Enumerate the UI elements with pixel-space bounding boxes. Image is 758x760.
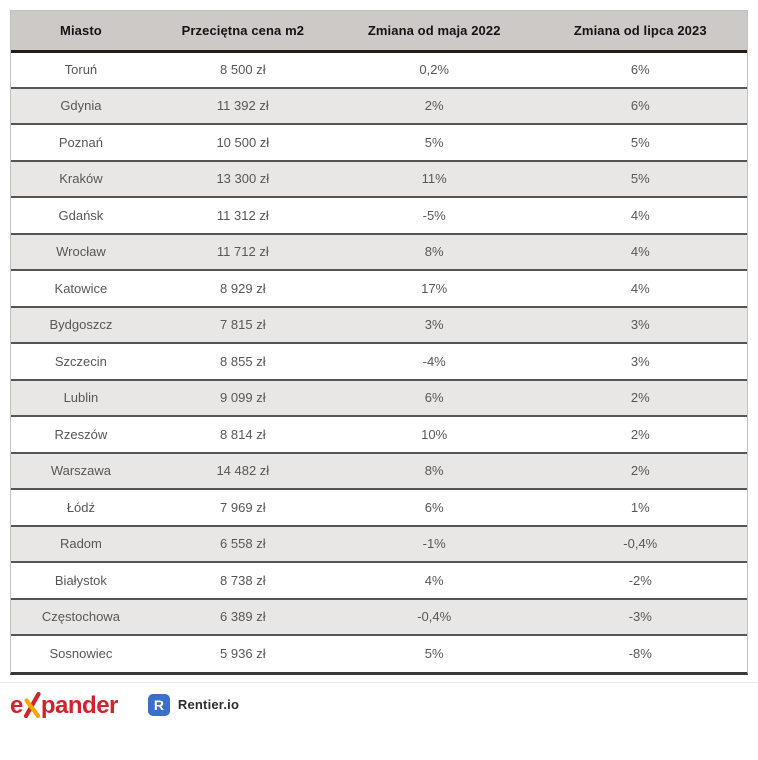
table-row [11, 416, 747, 453]
table-row [11, 599, 747, 636]
price-table [11, 11, 747, 672]
change-2022-cell: 17% [335, 270, 534, 307]
footer [0, 683, 758, 718]
city-cell: Bydgoszcz [11, 307, 151, 344]
table-row [11, 526, 747, 563]
change-2023-cell: 3% [534, 307, 747, 344]
city-cell: Radom [11, 526, 151, 563]
city-cell: Rzeszów [11, 416, 151, 453]
price-cell: 8 738 zł [151, 562, 335, 599]
change-2023-cell: 4% [534, 270, 747, 307]
price-cell: 8 929 zł [151, 270, 335, 307]
price-table-card [10, 10, 748, 675]
change-2022-cell: 4% [335, 562, 534, 599]
change-2023-cell: 2% [534, 453, 747, 490]
change-2023-cell: 4% [534, 197, 747, 234]
price-cell: 7 815 zł [151, 307, 335, 344]
change-2023-cell: 6% [534, 88, 747, 125]
change-2023-cell: -8% [534, 635, 747, 672]
change-2022-cell: 6% [335, 489, 534, 526]
change-2022-cell: 8% [335, 234, 534, 271]
table-row [11, 489, 747, 526]
change-2023-cell: 2% [534, 380, 747, 417]
change-2023-cell: -2% [534, 562, 747, 599]
table-row [11, 307, 747, 344]
rentier-r-icon: R [148, 694, 170, 716]
column-header-zmiana-2022: Zmiana od maja 2022 [335, 11, 534, 51]
change-2022-cell: -1% [335, 526, 534, 563]
change-2023-cell: 5% [534, 161, 747, 198]
city-cell: Kraków [11, 161, 151, 198]
city-cell: Łódź [11, 489, 151, 526]
city-cell: Lublin [11, 380, 151, 417]
price-cell: 6 389 zł [151, 599, 335, 636]
table-header [11, 11, 747, 51]
table-row [11, 635, 747, 672]
price-cell: 10 500 zł [151, 124, 335, 161]
change-2023-cell: 1% [534, 489, 747, 526]
change-2023-cell: 6% [630, 62, 650, 77]
table-row [11, 124, 747, 161]
column-header-zmiana-2023: Zmiana od lipca 2023 [534, 11, 747, 51]
price-cell: 8 814 zł [151, 416, 335, 453]
table-row [11, 270, 747, 307]
table-row [11, 234, 747, 271]
price-cell: 11 312 zł [151, 197, 335, 234]
rentier-logo-label: Rentier.io [177, 697, 240, 712]
change-2023-cell: 2% [534, 416, 747, 453]
change-2022-cell: 5% [335, 635, 534, 672]
change-2022-cell: 5% [335, 124, 534, 161]
expander-logo [10, 692, 118, 718]
change-2022-cell: -5% [335, 197, 534, 234]
city-cell: Sosnowiec [11, 635, 151, 672]
city-cell: Katowice [11, 270, 151, 307]
price-cell: 6 558 zł [151, 526, 335, 563]
change-2022-cell: -0,4% [335, 599, 534, 636]
expander-logo-e: e [10, 691, 23, 719]
change-2022-cell: 10% [335, 416, 534, 453]
expander-x-icon [22, 692, 42, 718]
price-cell: 11 712 zł [151, 234, 335, 271]
change-2023-cell: 3% [534, 343, 747, 380]
price-cell: 9 099 zł [151, 380, 335, 417]
change-2022-cell: 8% [335, 453, 534, 490]
table-row [11, 197, 747, 234]
change-2022-cell: 11% [335, 161, 534, 198]
price-cell: 7 969 zł [151, 489, 335, 526]
city-cell: Poznań [11, 124, 151, 161]
change-2022-cell: 0,2% [419, 62, 449, 77]
price-cell: 11 392 zł [151, 88, 335, 125]
price-cell: 8 855 zł [151, 343, 335, 380]
column-header-miasto: Miasto [11, 11, 151, 51]
change-2022-cell: 6% [335, 380, 534, 417]
table-row [11, 380, 747, 417]
change-2023-cell: -0,4% [534, 526, 747, 563]
table-row [11, 343, 747, 380]
table-row [11, 51, 747, 88]
table-header-row [11, 11, 747, 51]
city-cell: Wrocław [11, 234, 151, 271]
change-2023-cell: 4% [534, 234, 747, 271]
price-cell: 14 482 zł [151, 453, 335, 490]
price-cell: 8 500 zł [220, 62, 266, 77]
rentier-logo [148, 694, 239, 716]
expander-logo-pander: pander [40, 691, 118, 719]
change-2023-cell: -3% [534, 599, 747, 636]
table-row [11, 562, 747, 599]
change-2022-cell: 3% [335, 307, 534, 344]
price-cell: 5 936 zł [151, 635, 335, 672]
change-2023-cell: 5% [534, 124, 747, 161]
city-cell: Białystok [11, 562, 151, 599]
city-cell: Częstochowa [11, 599, 151, 636]
city-cell: Gdańsk [11, 197, 151, 234]
price-cell: 13 300 zł [151, 161, 335, 198]
change-2022-cell: 2% [335, 88, 534, 125]
city-cell: Toruń [64, 62, 98, 77]
page [0, 10, 758, 760]
city-cell: Warszawa [11, 453, 151, 490]
table-row [11, 161, 747, 198]
column-header-cena: Przeciętna cena m2 [151, 11, 335, 51]
city-cell: Gdynia [11, 88, 151, 125]
table-row [11, 453, 747, 490]
table-row [11, 88, 747, 125]
table-body [11, 51, 747, 672]
city-cell: Szczecin [11, 343, 151, 380]
change-2022-cell: -4% [335, 343, 534, 380]
